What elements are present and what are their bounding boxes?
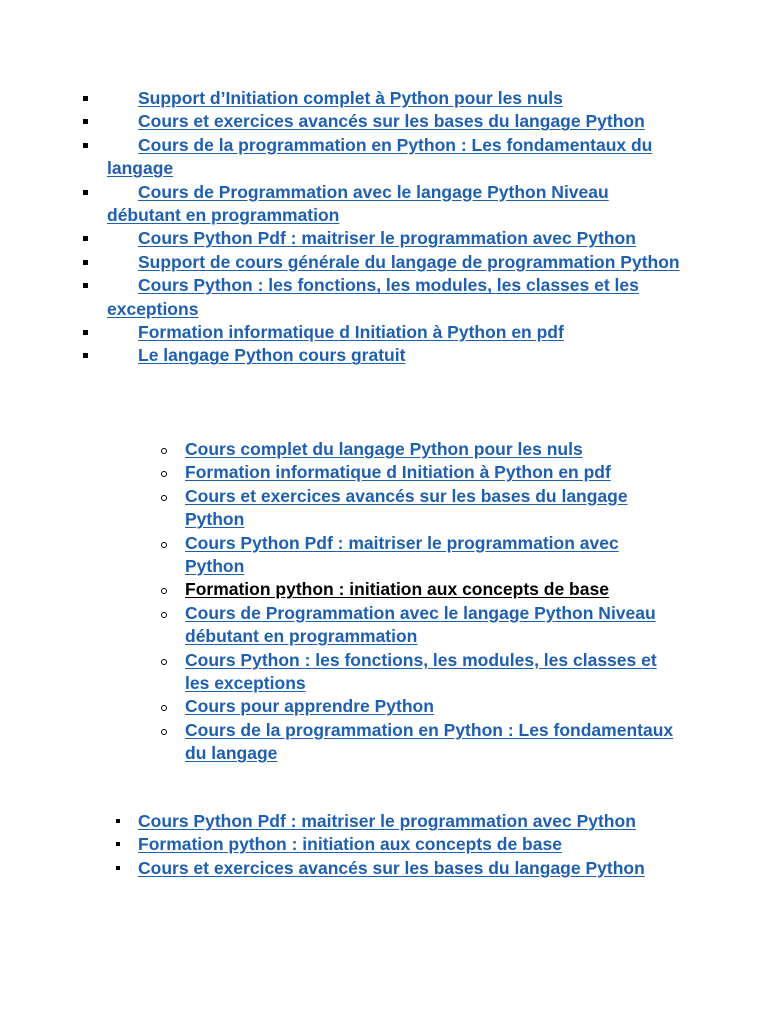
list-item <box>0 227 682 250</box>
list-item <box>0 578 680 601</box>
course-link[interactable]: Cours pour apprendre Python <box>185 696 434 717</box>
course-link[interactable]: Cours Python Pdf : maitriser le programmation avec Python <box>138 811 636 831</box>
list-item <box>0 321 682 344</box>
list-item <box>0 485 680 532</box>
list-item <box>0 532 680 579</box>
list-item <box>0 110 682 133</box>
list-item <box>0 181 682 228</box>
list-item <box>0 274 682 321</box>
square-bullet-icon <box>83 96 88 101</box>
square-bullet-icon <box>116 842 120 846</box>
square-bullet-icon <box>83 330 88 335</box>
course-link[interactable]: Support d’Initiation complet à Python pour les nuls <box>138 88 563 108</box>
course-link[interactable]: Cours de Programmation avec le langage Python Niveau débutant en programmation <box>185 602 656 647</box>
square-bullet-icon <box>83 353 88 358</box>
course-link[interactable]: Cours complet du langage Python pour les nuls <box>185 439 583 459</box>
course-link[interactable]: Formation informatique d Initiation à Python en pdf <box>185 462 611 483</box>
list-item <box>0 695 680 718</box>
list-item <box>0 649 680 696</box>
course-link[interactable]: Cours et exercices avancés sur les bases du langage Python <box>138 857 645 878</box>
square-bullet-icon <box>83 236 88 241</box>
square-bullet-icon <box>83 260 88 265</box>
list-item <box>0 251 682 274</box>
course-link[interactable]: Cours Python : les fonctions, les modules, les classes et les exceptions <box>107 275 639 319</box>
course-link[interactable]: Formation informatique d Initiation à Python en pdf <box>138 322 564 343</box>
circle-bullet-icon <box>161 588 167 594</box>
course-link[interactable]: Cours Python Pdf : maitriser le programmation avec Python <box>185 532 619 577</box>
circle-bullet-icon <box>161 542 167 548</box>
course-link[interactable]: Cours Python Pdf : maitriser le programmation avec Python <box>138 228 636 249</box>
course-link[interactable]: Cours de la programmation en Python : Les fondamentaux du langage <box>107 134 653 179</box>
course-link[interactable]: Formation python : initiation aux concepts de base <box>138 834 562 855</box>
circle-bullet-icon <box>161 705 167 711</box>
course-link[interactable]: Formation python : initiation aux concepts de base <box>185 579 609 600</box>
circle-bullet-icon <box>161 729 167 735</box>
circle-bullet-icon <box>161 612 167 618</box>
secondary-link-list <box>0 810 768 880</box>
course-link[interactable]: Cours et exercices avancés sur les bases du langage Python <box>138 111 645 132</box>
list-item <box>0 461 680 484</box>
square-bullet-icon <box>83 119 88 124</box>
square-bullet-icon <box>83 143 88 148</box>
list-item <box>0 602 680 649</box>
circle-bullet-icon <box>161 495 167 501</box>
list-item <box>0 438 680 461</box>
list-item <box>0 810 683 833</box>
course-link[interactable]: Cours et exercices avancés sur les bases du langage Python <box>185 485 628 530</box>
course-link[interactable]: Cours Python : les fonctions, les modules, les classes et les exceptions <box>185 649 657 694</box>
list-item <box>0 87 682 110</box>
square-bullet-icon <box>83 283 88 288</box>
square-bullet-icon <box>83 190 88 195</box>
list-item <box>0 833 683 856</box>
circle-bullet-icon <box>161 659 167 665</box>
course-link[interactable]: Cours de la programmation en Python : Les fondamentaux du langage <box>185 719 674 764</box>
course-link[interactable]: Le langage Python cours gratuit <box>138 345 406 366</box>
nested-link-list <box>0 438 768 766</box>
list-item <box>0 344 682 367</box>
circle-bullet-icon <box>161 448 167 454</box>
square-bullet-icon <box>116 819 120 823</box>
list-item <box>0 719 680 766</box>
primary-link-list <box>0 87 768 368</box>
square-bullet-icon <box>116 866 120 870</box>
list-item <box>0 134 682 181</box>
list-item <box>0 857 683 880</box>
circle-bullet-icon <box>161 471 167 477</box>
course-link[interactable]: Cours de Programmation avec le langage Python Niveau débutant en programmation <box>107 181 609 226</box>
course-link[interactable]: Support de cours générale du langage de programmation Python <box>138 251 680 272</box>
